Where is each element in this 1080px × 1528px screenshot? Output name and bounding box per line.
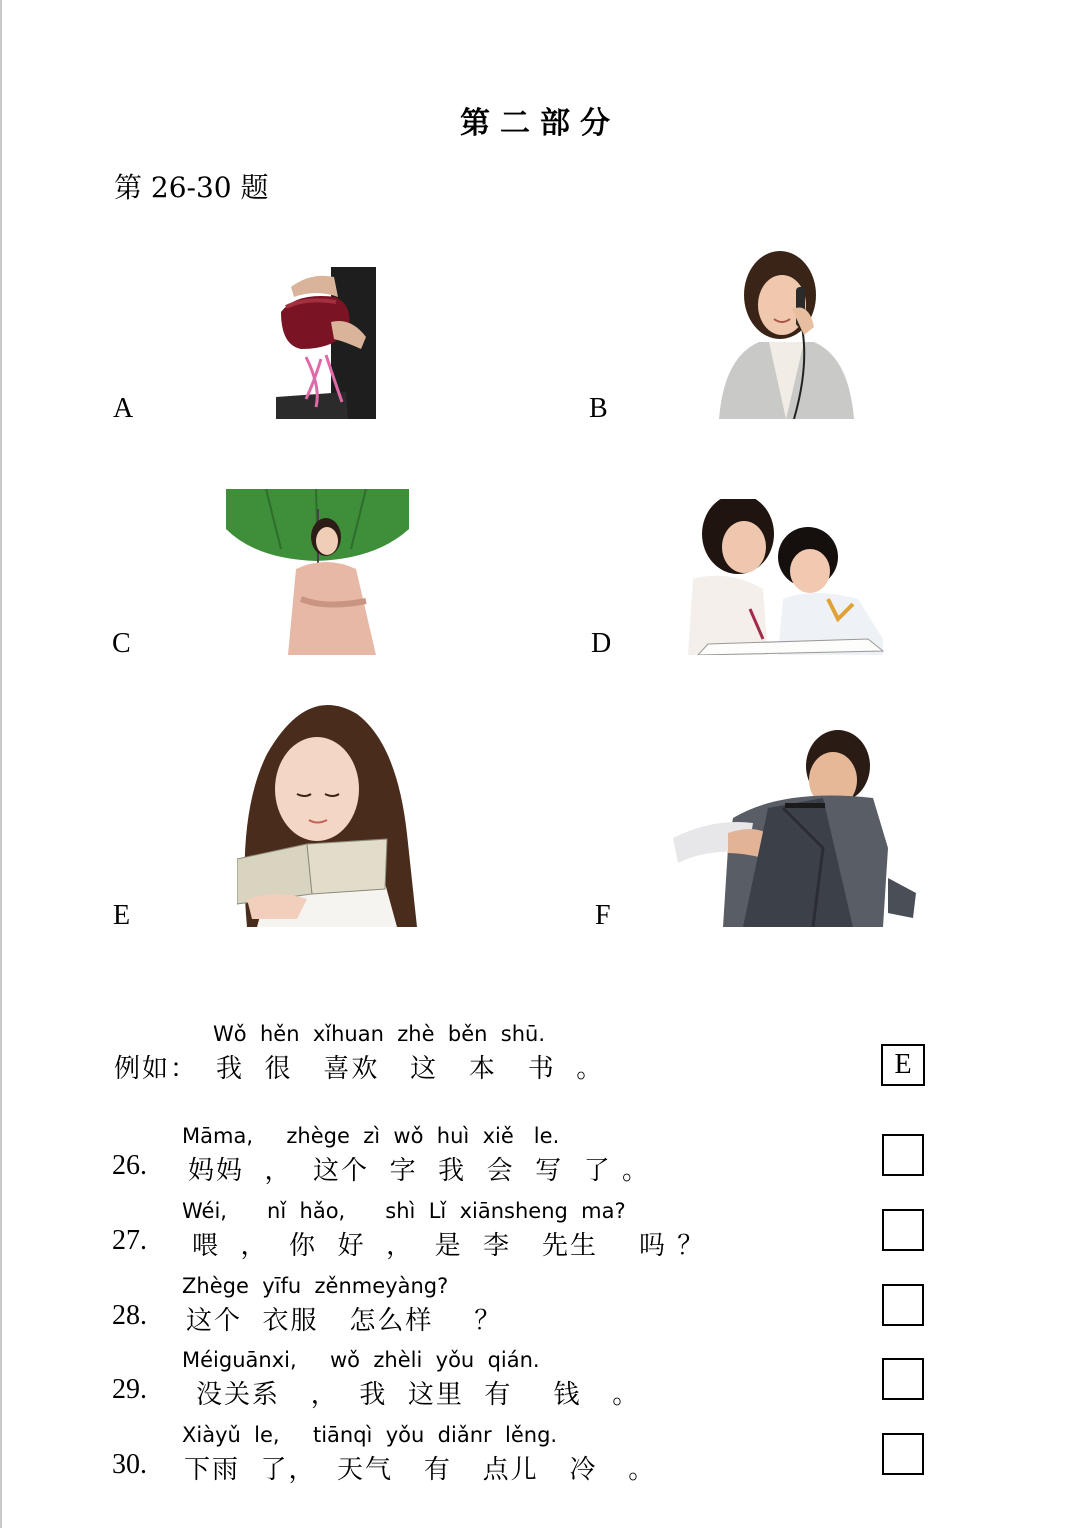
question-number: 29. [112,1374,147,1405]
picture-f-man-with-jacket [673,728,916,927]
question-range-label: 第 26-30 题 [114,171,269,204]
picture-d-mother-and-son [688,499,888,655]
option-letter-f: F [595,900,611,931]
question-row-28 [0,1272,1080,1336]
question-pinyin: Xiàyǔ le, tiānqì yǒu diǎnr lěng. [182,1423,558,1447]
answer-box-26[interactable] [882,1134,924,1176]
question-hanzi: 没关系 ， 我 这里 有 钱 。 [196,1380,641,1410]
option-letter-c: C [112,628,131,659]
answer-box-27[interactable] [882,1209,924,1251]
example-hanzi: 我 很 喜欢 这 本 书 。 [216,1054,605,1084]
picture-a-wallet-bag [276,267,376,419]
answer-box-28[interactable] [882,1284,924,1326]
example-row [0,1020,1080,1090]
option-letter-e: E [113,900,131,931]
question-hanzi: 下雨 了， 天气 有 点儿 冷 。 [184,1455,657,1485]
option-letter-b: B [589,393,608,424]
example-pinyin: Wǒ hěn xǐhuan zhè běn shū. [213,1022,546,1046]
question-pinyin: Māma, zhège zì wǒ huì xiě le. [182,1124,560,1148]
question-row-30 [0,1421,1080,1485]
question-number: 28. [112,1300,147,1331]
question-row-26 [0,1122,1080,1186]
option-letter-d: D [591,628,612,659]
question-hanzi: 这个 衣服 怎么样 ？ [186,1306,503,1336]
question-number: 30. [112,1449,147,1480]
question-number: 27. [112,1225,147,1256]
question-pinyin: Wéi, nǐ hǎo, shì Lǐ xiānsheng ma? [182,1199,626,1223]
question-pinyin: Zhège yīfu zěnmeyàng? [182,1274,449,1298]
picture-c-woman-umbrella [226,489,409,655]
question-hanzi: 喂 ， 你 好 ， 是 李 先生 吗 ？ [192,1231,706,1261]
answer-box-29[interactable] [882,1358,924,1400]
question-pinyin: Méiguānxi, wǒ zhèli yǒu qián. [182,1348,540,1372]
question-row-29 [0,1346,1080,1410]
picture-b-woman-on-phone [714,247,857,419]
question-number: 26. [112,1150,147,1181]
option-letter-a: A [113,393,134,424]
answer-box-30[interactable] [882,1433,924,1475]
picture-e-woman-reading [237,694,420,927]
section-title: 第二部分 [460,106,620,141]
example-label: 例如： [114,1054,199,1084]
example-answer-box: E [881,1044,925,1086]
question-row-27 [0,1197,1080,1261]
question-hanzi: 妈妈 ， 这个 字 我 会 写 了 。 [188,1156,650,1186]
